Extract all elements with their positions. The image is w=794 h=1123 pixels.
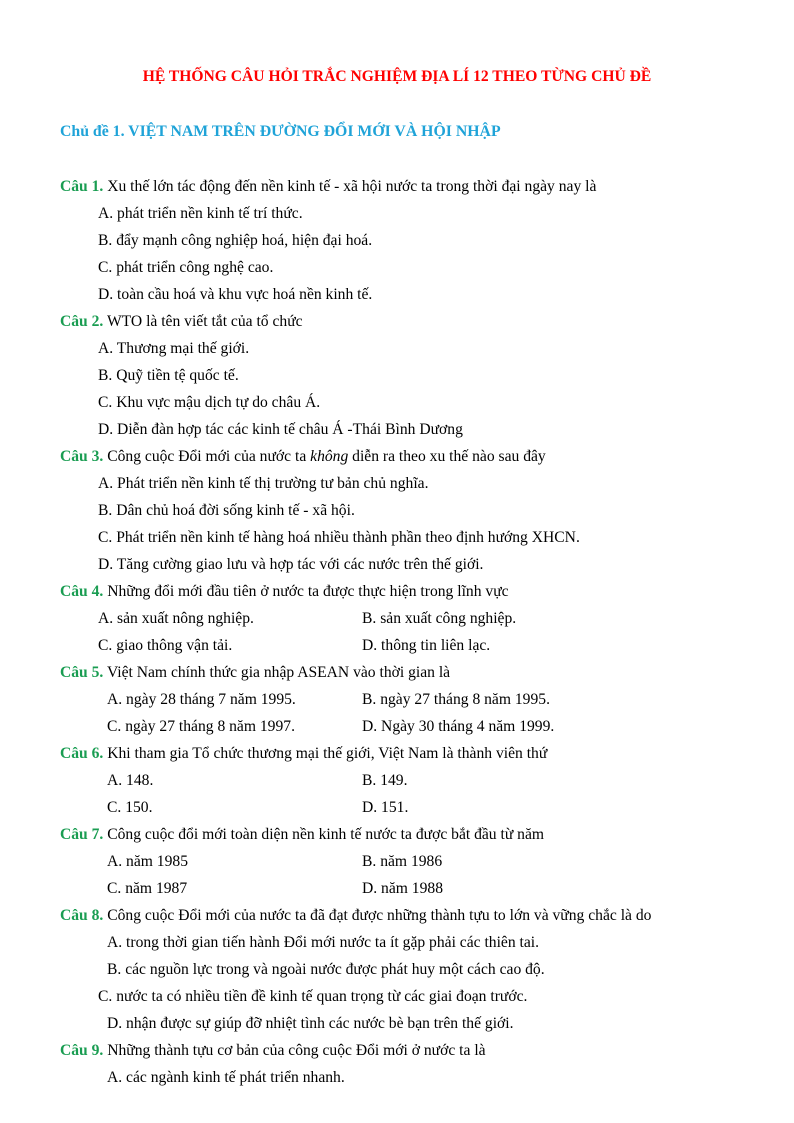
option-c: C. phát triển công nghệ cao. (98, 259, 274, 276)
question-9 (60, 1041, 486, 1061)
option-c: C. Khu vực mậu dịch tự do châu Á. (98, 394, 321, 411)
question-number: Câu 9. (60, 1042, 104, 1059)
question-number: Câu 4. (60, 583, 104, 600)
option-d: D. 151. (362, 799, 409, 816)
option-a: A. 148. (107, 772, 154, 789)
question-number: Câu 1. (60, 178, 104, 195)
question-number: Câu 8. (60, 907, 104, 924)
option-c: C. ngày 27 tháng 8 năm 1997. (107, 718, 295, 735)
option-d: D. Ngày 30 tháng 4 năm 1999. (362, 718, 555, 735)
option-c: C. giao thông vận tải. (98, 637, 233, 654)
question-6 (60, 744, 547, 764)
question-emphasis: không (310, 448, 349, 465)
option-c: C. nước ta có nhiều tiền đề kinh tế quan trọng từ các giai đoạn trước. (98, 988, 528, 1005)
option-c: C. năm 1987 (107, 880, 188, 897)
question-5 (60, 663, 450, 683)
option-d: D. nhận được sự giúp đỡ nhiệt tình các nước bè bạn trên thế giới. (107, 1015, 514, 1032)
question-3 (60, 447, 546, 467)
option-d: D. Diễn đàn hợp tác các kinh tế châu Á -Thái Bình Dương (98, 421, 463, 438)
question-text: Công cuộc Đổi mới của nước ta đã đạt được những thành tựu to lớn và vững chắc là do (103, 907, 652, 924)
option-b: B. đẩy mạnh công nghiệp hoá, hiện đại hoá. (98, 232, 373, 249)
question-8 (60, 906, 651, 926)
option-a: A. Thương mại thế giới. (98, 340, 250, 357)
option-a: A. trong thời gian tiến hành Đổi mới nước ta ít gặp phải các thiên tai. (107, 934, 540, 951)
option-b: B. 149. (362, 772, 408, 789)
question-text: Xu thế lớn tác động đến nền kinh tế - xã hội nước ta trong thời đại ngày nay là (103, 178, 597, 195)
question-text: WTO là tên viết tắt của tổ chức (103, 313, 303, 330)
document-title: HỆ THỐNG CÂU HỎI TRẮC NGHIỆM ĐỊA LÍ 12 THEO TỪNG CHỦ ĐỀ (142, 68, 652, 85)
question-7 (60, 825, 544, 845)
question-text: Khi tham gia Tổ chức thương mại thế giới, Việt Nam là thành viên thứ (103, 745, 548, 762)
option-d: D. toàn cầu hoá và khu vực hoá nền kinh tế. (98, 286, 373, 303)
question-number: Câu 2. (60, 313, 104, 330)
chapter-heading: Chủ đề 1. VIỆT NAM TRÊN ĐƯỜNG ĐỔI MỚI VÀ HỘI NHẬP (60, 123, 501, 140)
question-text: Những thành tựu cơ bản của công cuộc Đổi mới ở nước ta là (103, 1042, 486, 1059)
question-text: Công cuộc Đổi mới của nước ta (103, 448, 311, 465)
question-text: Việt Nam chính thức gia nhập ASEAN vào thời gian là (103, 664, 451, 681)
option-d: D. thông tin liên lạc. (362, 637, 491, 654)
question-number: Câu 7. (60, 826, 104, 843)
option-d: D. Tăng cường giao lưu và hợp tác với các nước trên thế giới. (98, 556, 484, 573)
option-a: A. ngày 28 tháng 7 năm 1995. (107, 691, 296, 708)
option-b: B. ngày 27 tháng 8 năm 1995. (362, 691, 550, 708)
option-a: A. các ngành kinh tế phát triển nhanh. (107, 1069, 345, 1086)
question-2 (60, 312, 303, 332)
question-text: Những đổi mới đầu tiên ở nước ta được thực hiện trong lĩnh vực (103, 583, 509, 600)
question-number: Câu 5. (60, 664, 104, 681)
option-b: B. sản xuất công nghiệp. (362, 610, 517, 627)
option-b: B. các nguồn lực trong và ngoài nước được phát huy một cách cao độ. (107, 961, 545, 978)
option-b: B. Quỹ tiền tệ quốc tế. (98, 367, 239, 384)
option-c: C. Phát triển nền kinh tế hàng hoá nhiều thành phần theo định hướng XHCN. (98, 529, 580, 546)
option-a: A. sản xuất nông nghiệp. (98, 610, 254, 627)
question-1 (60, 177, 596, 197)
question-number: Câu 3. (60, 448, 104, 465)
option-d: D. năm 1988 (362, 880, 443, 897)
option-a: A. năm 1985 (107, 853, 188, 870)
option-a: A. Phát triển nền kinh tế thị trường tư bản chủ nghĩa. (98, 475, 429, 492)
question-text-end: diễn ra theo xu thế nào sau đây (348, 448, 546, 465)
question-text: Công cuộc đổi mới toàn diện nền kinh tế nước ta được bắt đầu từ năm (103, 826, 545, 843)
option-c: C. 150. (107, 799, 153, 816)
option-b: B. Dân chủ hoá đời sống kinh tế - xã hội. (98, 502, 355, 519)
question-number: Câu 6. (60, 745, 104, 762)
option-a: A. phát triển nền kinh tế trí thức. (98, 205, 303, 222)
option-b: B. năm 1986 (362, 853, 443, 870)
question-4 (60, 582, 509, 602)
